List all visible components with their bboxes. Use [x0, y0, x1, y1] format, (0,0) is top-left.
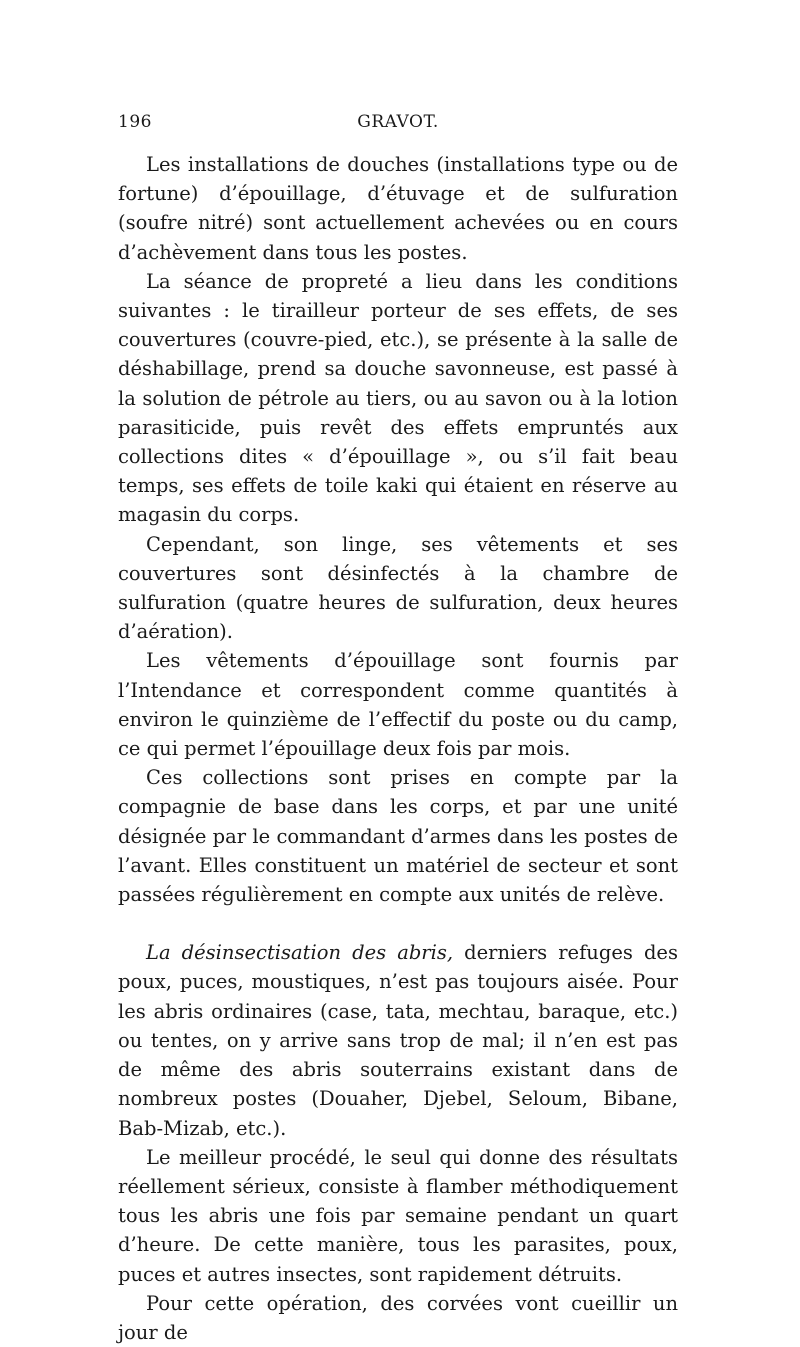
paragraph: La séance de propreté a lieu dans les conditions suivantes : le tirailleur porteur de ses effets, de ses couvertures (couvre-pied, etc.), se présente à la salle de déshabillage, prend sa douche savonneuse, est passé à la solution de pétrole au tiers, ou au savon ou à la lotion parasiticide, puis revêt des effets empruntés aux collections dites « d’épouillage », ou s’il fait beau temps, ses effets de toile kaki qui étaient en réserve au magasin du corps.	[118, 269, 678, 527]
running-head: GRAVOT.	[357, 112, 439, 132]
paragraph-text: derniers refuges des poux, puces, moustiques, n’est pas toujours aisée. Pour les abris ordinaires (case, tata, mechtau, baraque, etc.) ou tentes, on y arrive sans trop de mal; il n’en est pas de même des abris souterrains existant dans de nombreux postes (Douaher, Djebel, Seloum, Bibane, Bab-Mizab, etc.).	[118, 941, 678, 1140]
paragraph: Le meilleur procédé, le seul qui donne des résultats réellement sérieux, consiste à flamber méthodiquement tous les abris une fois par semaine pendant un quart d’heure. De cette manière, tous les parasites, poux, puces et autres insectes, sont rapidement détruits.	[118, 1145, 678, 1286]
paragraph: Les installations de douches (installations type ou de fortune) d’épouillage, d’étuvage et de sulfuration (soufre nitré) sont actuellement achevées ou en cours d’achèvement dans tous les postes.	[118, 153, 678, 264]
paragraph: Pour cette opération, des corvées vont cueillir un jour de	[118, 1291, 678, 1344]
page-number: 196	[118, 112, 152, 132]
paragraph: Les vêtements d’épouillage sont fournis par l’Intendance et correspondent comme quantités à environ le quinzième de l’effectif du poste ou du camp, ce qui permet l’épouillage deux fois par mois.	[118, 649, 678, 761]
italic-lead: La désinsectisation des abris,	[146, 941, 454, 965]
body-text	[118, 150, 678, 1347]
paragraph: Ces collections sont prises en compte par la compagnie de base dans les corps, et par une unité désignée par le commandant d’armes dans les postes de l’avant. Elles constituent un matériel de secteur et sont passées régulièrement en compte aux unités de relève.	[118, 766, 678, 907]
section-paragraph	[118, 938, 678, 1142]
page-header	[118, 112, 678, 136]
paragraph: Cependant, son linge, ses vêtements et ses couvertures sont désinfectés à la chambre de sulfuration (quatre heures de sulfuration, deux heures d’aération).	[118, 532, 678, 644]
